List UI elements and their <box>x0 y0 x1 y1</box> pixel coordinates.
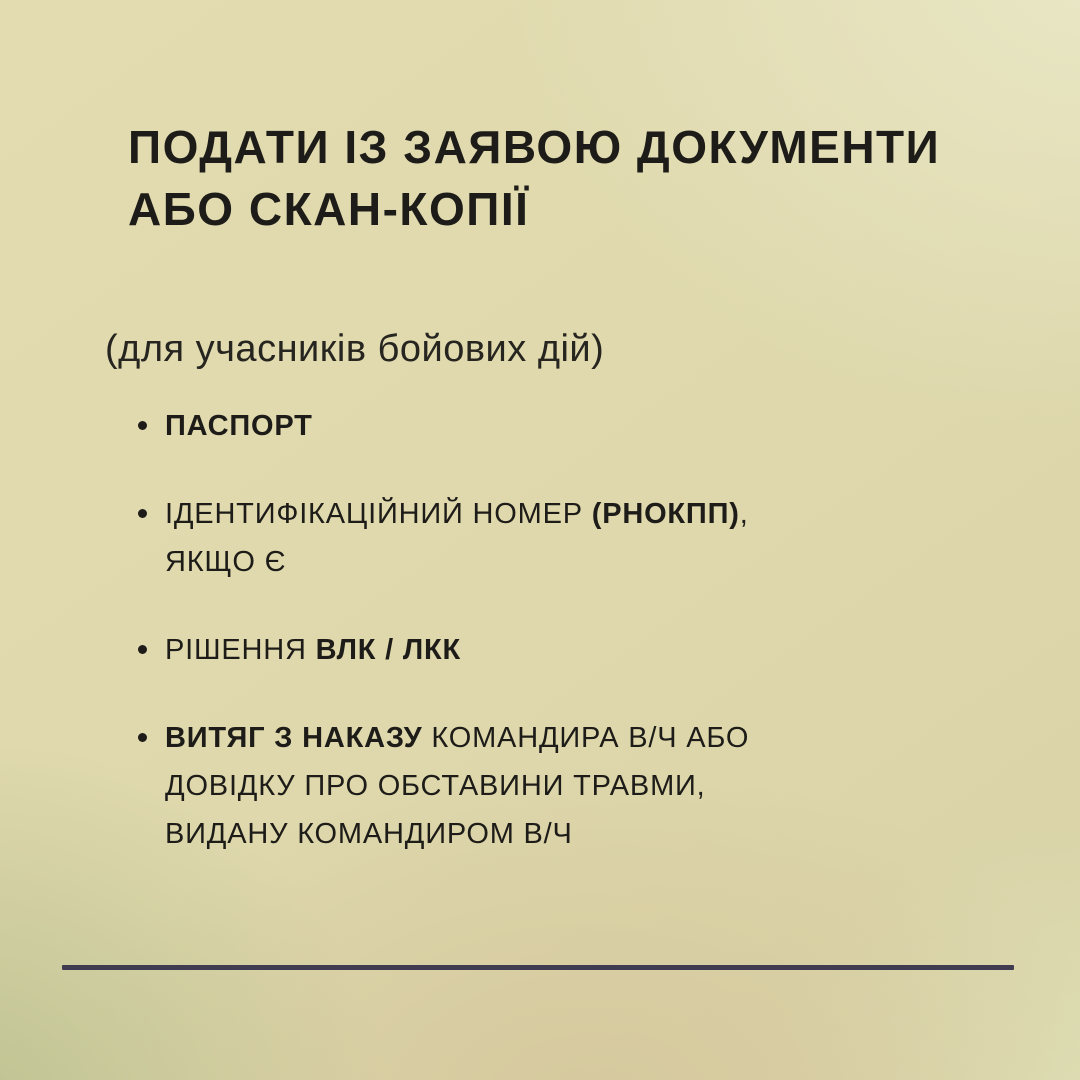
documents-list <box>138 402 749 898</box>
list-item-text: ВИТЯГ З НАКАЗУ КОМАНДИРА В/Ч АБО ДОВІДКУ ПРО ОБСТАВИНИ ТРАВМИ, ВИДАНУ КОМАНДИРОМ В/Ч <box>165 722 750 850</box>
list-item-text: ПАСПОРТ <box>165 410 313 442</box>
list-item-text: ІДЕНТИФІКАЦІЙНИЙ НОМЕР (РНОКПП), ЯКЩО Є <box>165 498 749 578</box>
list-item <box>138 714 749 858</box>
title-line-1: ПОДАТИ ІЗ ЗАЯВОЮ ДОКУМЕНТИ <box>128 121 941 173</box>
bullet-dot-icon <box>138 509 147 518</box>
title-line-2: АБО СКАН-КОПІЇ <box>128 183 530 235</box>
list-item <box>138 626 749 674</box>
bullet-dot-icon <box>138 733 147 742</box>
poster-title <box>128 116 940 240</box>
list-item <box>138 402 749 450</box>
bullet-dot-icon <box>138 645 147 654</box>
bullet-dot-icon <box>138 421 147 430</box>
list-item-text: РІШЕННЯ ВЛК / ЛКК <box>165 634 461 666</box>
poster-subtitle: (для учасників бойових дій) <box>105 328 605 370</box>
list-item <box>138 490 749 586</box>
bottom-divider-line <box>62 965 1014 970</box>
